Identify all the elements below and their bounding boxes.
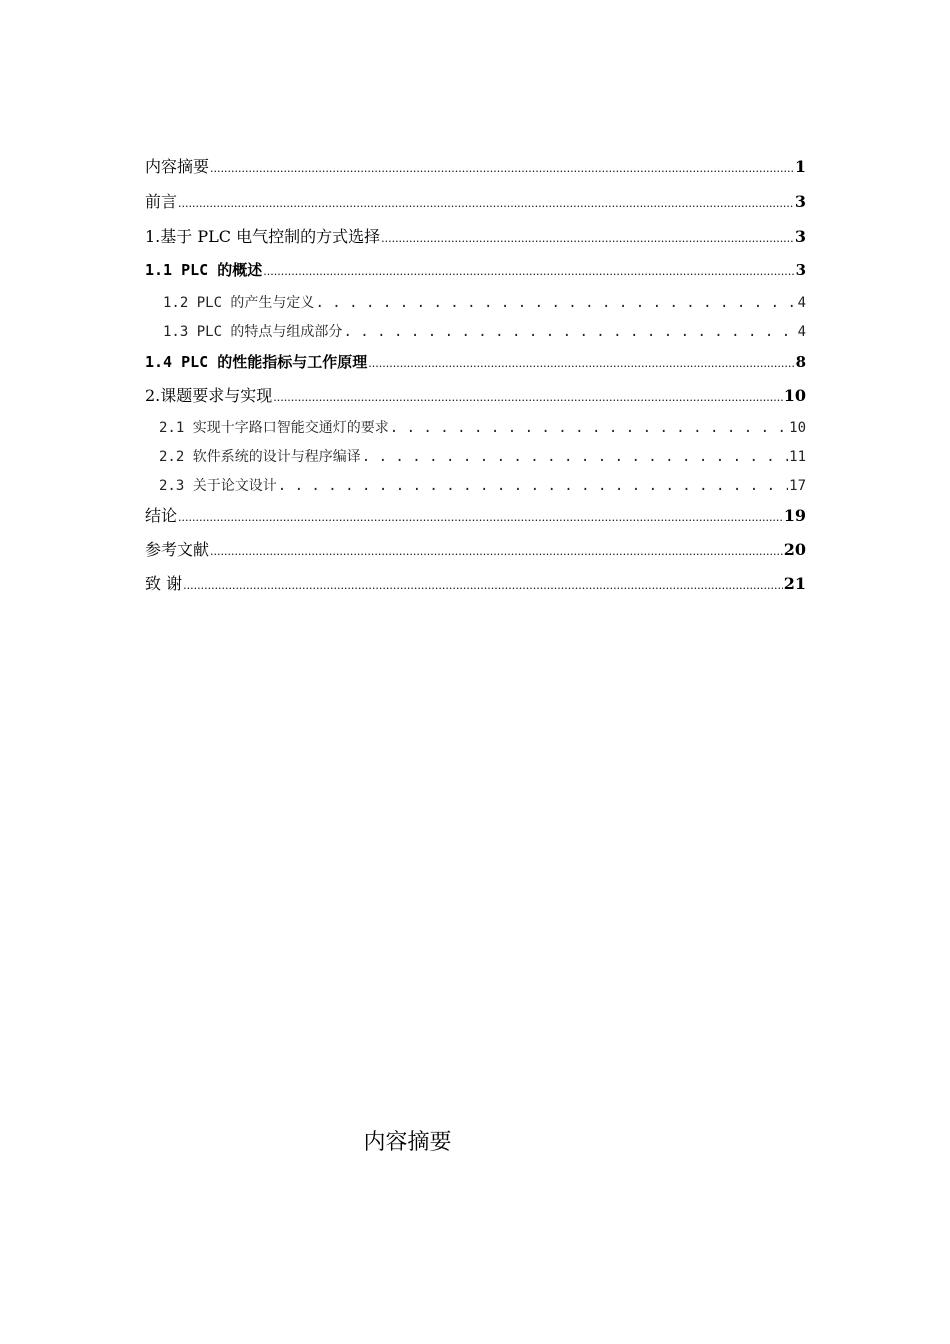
toc-leader bbox=[178, 191, 794, 215]
toc-entry-title: 1.基于 PLC 电气控制的方式选择 bbox=[145, 227, 381, 246]
toc-entry-page: 4 bbox=[797, 324, 806, 340]
toc-entry-1-1[interactable] bbox=[145, 259, 806, 283]
toc-entry-title: 1.2 PLC 的产生与定义 bbox=[163, 295, 315, 311]
toc-entry-2-3[interactable] bbox=[145, 475, 806, 497]
toc-entry-page: 19 bbox=[783, 506, 806, 525]
section-heading: 内容摘要 bbox=[363, 1130, 452, 1155]
toc-leader bbox=[183, 573, 783, 597]
toc-entry-page: 17 bbox=[789, 478, 806, 494]
toc-entry-page: 3 bbox=[794, 192, 806, 211]
toc-entry-abstract[interactable] bbox=[145, 156, 806, 180]
table-of-contents bbox=[145, 156, 806, 597]
toc-entry-page: 11 bbox=[789, 449, 806, 465]
toc-entry-title: 1.1 PLC 的概述 bbox=[145, 261, 263, 279]
toc-leader bbox=[390, 417, 788, 439]
toc-entry-page: 10 bbox=[783, 386, 806, 405]
toc-entry-chapter-2[interactable] bbox=[145, 385, 806, 409]
toc-leader bbox=[362, 446, 788, 468]
toc-leader bbox=[210, 539, 783, 563]
toc-leader bbox=[381, 226, 794, 250]
toc-entry-conclusion[interactable] bbox=[145, 505, 806, 529]
toc-entry-title: 2.课题要求与实现 bbox=[145, 386, 273, 405]
toc-leader bbox=[263, 259, 794, 283]
toc-entry-acknowledgements[interactable] bbox=[145, 573, 806, 597]
toc-entry-page: 4 bbox=[797, 295, 806, 311]
toc-entry-1-4[interactable] bbox=[145, 351, 806, 375]
toc-entry-2-2[interactable] bbox=[145, 446, 806, 468]
toc-leader bbox=[210, 156, 794, 180]
toc-entry-1-3[interactable] bbox=[145, 321, 806, 343]
toc-entry-page: 1 bbox=[794, 157, 806, 176]
toc-leader bbox=[315, 292, 796, 314]
toc-entry-title: 2.1 实现十字路口智能交通灯的要求 bbox=[159, 420, 389, 436]
toc-entry-title: 内容摘要 bbox=[145, 157, 210, 176]
toc-entry-1-2[interactable] bbox=[145, 292, 806, 314]
toc-entry-title: 结论 bbox=[145, 506, 178, 525]
toc-entry-chapter-1[interactable] bbox=[145, 226, 806, 250]
toc-leader bbox=[368, 351, 794, 375]
toc-leader bbox=[278, 475, 788, 497]
toc-entry-references[interactable] bbox=[145, 539, 806, 563]
toc-entry-page: 20 bbox=[783, 540, 806, 559]
toc-entry-title: 参考文献 bbox=[145, 540, 210, 559]
toc-entry-preface[interactable] bbox=[145, 191, 806, 215]
toc-entry-title: 2.2 软件系统的设计与程序编译 bbox=[159, 449, 361, 465]
toc-entry-title: 致 谢 bbox=[145, 574, 183, 593]
toc-entry-page: 3 bbox=[795, 261, 806, 279]
toc-entry-page: 10 bbox=[789, 420, 806, 436]
toc-leader bbox=[273, 385, 782, 409]
toc-leader bbox=[178, 505, 783, 529]
toc-entry-title: 1.3 PLC 的特点与组成部分 bbox=[163, 324, 343, 340]
toc-entry-2-1[interactable] bbox=[145, 417, 806, 439]
toc-leader bbox=[343, 321, 796, 343]
toc-entry-title: 2.3 关于论文设计 bbox=[159, 478, 277, 494]
toc-entry-title: 前言 bbox=[145, 192, 178, 211]
toc-entry-title: 1.4 PLC 的性能指标与工作原理 bbox=[145, 353, 368, 371]
toc-entry-page: 8 bbox=[795, 353, 806, 371]
toc-entry-page: 3 bbox=[794, 227, 806, 246]
toc-entry-page: 21 bbox=[783, 574, 806, 593]
